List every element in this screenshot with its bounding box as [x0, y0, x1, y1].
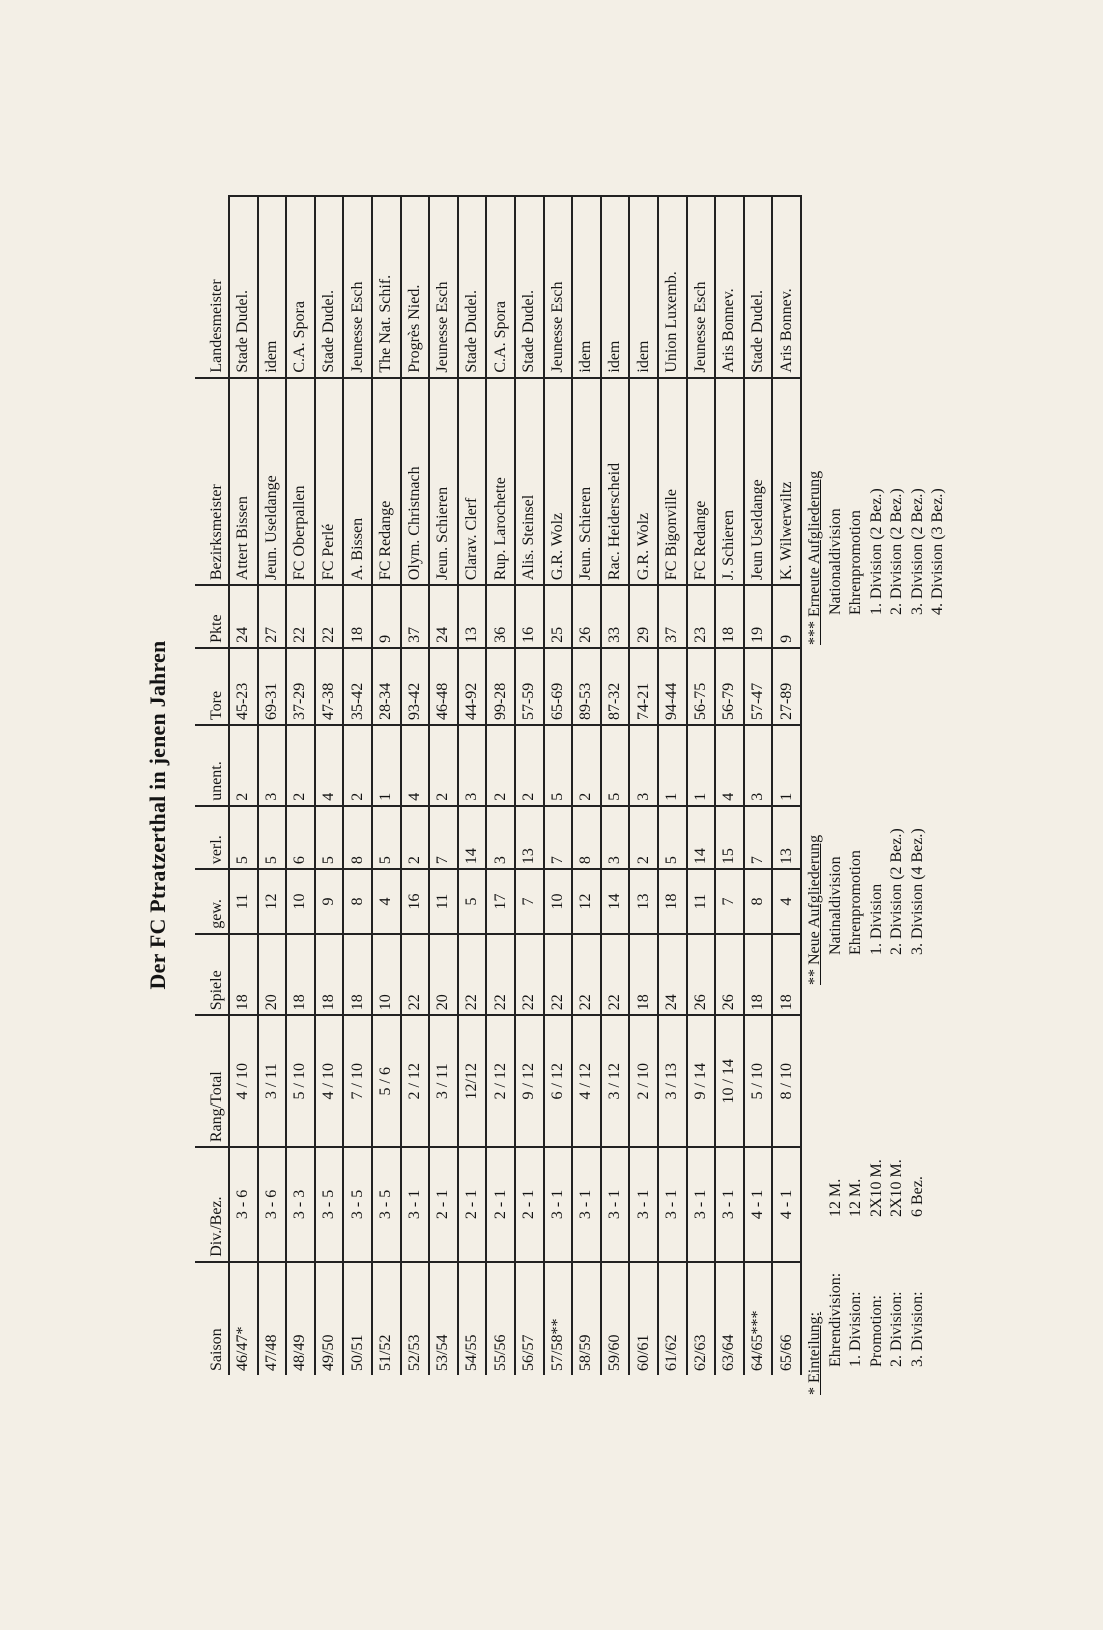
table-cell: 3 - 5: [372, 1147, 401, 1262]
table-cell: 22: [572, 934, 601, 1016]
table-cell: idem: [572, 196, 601, 378]
footnote-value: 2X10 M.: [888, 1159, 905, 1217]
table-cell: 33: [601, 585, 630, 648]
table-cell: 3 - 1: [572, 1147, 601, 1262]
table-cell: 2: [572, 725, 601, 806]
table-cell: 2: [286, 725, 315, 806]
table-cell: 10: [286, 869, 315, 934]
column-header: verl.: [195, 806, 229, 869]
table-row: [687, 196, 716, 1375]
table-cell: 22: [486, 934, 515, 1016]
table-cell: FC Bigonville: [658, 378, 687, 586]
table-row: [572, 196, 601, 1375]
table-cell: 5: [258, 806, 287, 869]
table-cell: 18: [343, 585, 372, 648]
table-cell: 46/47*: [229, 1262, 258, 1375]
footnote-item: 2. Division (2 Bez.): [888, 488, 905, 615]
table-cell: 7: [429, 806, 458, 869]
table-cell: 26: [572, 585, 601, 648]
table-cell: 22: [515, 934, 544, 1016]
table-cell: 55/56: [486, 1262, 515, 1375]
table-cell: 25: [544, 585, 573, 648]
table-cell: 1: [687, 725, 716, 806]
table-cell: Jeunesse Esch: [687, 196, 716, 378]
table-cell: 23: [687, 585, 716, 648]
table-row: [343, 196, 372, 1375]
footnote-item: 4. Division (3 Bez.): [929, 488, 946, 615]
table-cell: 13: [629, 869, 658, 934]
table-cell: 2: [515, 725, 544, 806]
footnote-value: 6 Bez.: [908, 1176, 926, 1217]
table-cell: Stade Dudel.: [315, 196, 344, 378]
table-cell: 18: [658, 869, 687, 934]
table-cell: 15: [715, 806, 744, 869]
table-cell: 56/57: [515, 1262, 544, 1375]
table-cell: 22: [401, 934, 430, 1016]
season-stats-table: [195, 195, 802, 1375]
table-cell: 27-89: [772, 648, 801, 725]
table-cell: 37: [658, 585, 687, 648]
table-cell: idem: [629, 196, 658, 378]
column-header: Rang/Total: [195, 1015, 229, 1147]
footnote-grid: [826, 1097, 929, 1367]
table-cell: 18: [229, 934, 258, 1016]
table-cell: 13: [458, 585, 487, 648]
table-cell: 5: [458, 869, 487, 934]
table-cell: 53/54: [429, 1262, 458, 1375]
table-row: [715, 196, 744, 1375]
table-cell: 8: [744, 869, 773, 934]
table-cell: 2: [401, 806, 430, 869]
table-row: [486, 196, 515, 1375]
footnote-label: 3. Division:: [908, 1291, 926, 1367]
table-cell: 3 - 6: [229, 1147, 258, 1262]
footnote-heading: * Einteilung:: [806, 1311, 823, 1395]
table-cell: 46-48: [429, 648, 458, 725]
table-cell: 3 - 3: [286, 1147, 315, 1262]
table-cell: C.A. Spora: [486, 196, 515, 378]
table-cell: 74-21: [629, 648, 658, 725]
footnote-neue-aufgliederung: [805, 828, 928, 985]
table-cell: G.R. Wolz: [629, 378, 658, 586]
table-cell: 4: [372, 869, 401, 934]
table-cell: 5: [544, 725, 573, 806]
table-cell: 9 / 12: [515, 1015, 544, 1147]
table-cell: 65/66: [772, 1262, 801, 1375]
table-cell: idem: [601, 196, 630, 378]
table-cell: 5: [601, 725, 630, 806]
table-cell: 3 - 6: [258, 1147, 287, 1262]
table-cell: 51/52: [372, 1262, 401, 1375]
table-cell: Stade Dudel.: [744, 196, 773, 378]
table-cell: 5: [315, 806, 344, 869]
table-cell: 26: [687, 934, 716, 1016]
table-header-row: [195, 196, 229, 1375]
table-cell: 3 / 11: [429, 1015, 458, 1147]
table-cell: 3 / 13: [658, 1015, 687, 1147]
table-cell: Rac. Heiderscheid: [601, 378, 630, 586]
table-cell: 4 - 1: [744, 1147, 773, 1262]
table-cell: 5 / 6: [372, 1015, 401, 1147]
table-cell: 4 / 10: [315, 1015, 344, 1147]
table-cell: 24: [429, 585, 458, 648]
table-cell: 89-53: [572, 648, 601, 725]
table-cell: 45-23: [229, 648, 258, 725]
table-cell: 3 - 5: [343, 1147, 372, 1262]
table-cell: 50/51: [343, 1262, 372, 1375]
table-cell: 7: [744, 806, 773, 869]
table-cell: 20: [429, 934, 458, 1016]
table-row: [372, 196, 401, 1375]
table-row: [258, 196, 287, 1375]
footnote-label: 2. Division:: [888, 1291, 905, 1367]
table-cell: 10 / 14: [715, 1015, 744, 1147]
table-cell: 54/55: [458, 1262, 487, 1375]
table-cell: 3 / 12: [601, 1015, 630, 1147]
table-cell: 28-34: [372, 648, 401, 725]
table-cell: Stade Dudel.: [515, 196, 544, 378]
table-cell: 4: [315, 725, 344, 806]
table-cell: 57/58**: [544, 1262, 573, 1375]
table-cell: 8: [572, 806, 601, 869]
table-cell: 9: [772, 585, 801, 648]
table-cell: 3: [629, 725, 658, 806]
table-cell: 29: [629, 585, 658, 648]
table-cell: 59/60: [601, 1262, 630, 1375]
table-row: [601, 196, 630, 1375]
table-cell: 3 - 5: [315, 1147, 344, 1262]
table-cell: Clarav. Clerf: [458, 378, 487, 586]
table-cell: 1: [372, 725, 401, 806]
table-cell: 18: [715, 585, 744, 648]
table-cell: 2 / 10: [629, 1015, 658, 1147]
table-cell: 18: [286, 934, 315, 1016]
footnote-label: Ehrendivision:: [826, 1272, 844, 1367]
table-cell: 5 / 10: [744, 1015, 773, 1147]
table-cell: 14: [458, 806, 487, 869]
table-cell: 5 / 10: [286, 1015, 315, 1147]
page-title: Der FC Ptratzerthal in jenen Jahren: [145, 640, 170, 990]
table-cell: 58/59: [572, 1262, 601, 1375]
table-cell: 65-69: [544, 648, 573, 725]
footnote-item: 3. Division (4 Bez.): [908, 828, 926, 955]
table-cell: 2 - 1: [515, 1147, 544, 1262]
table-cell: 19: [744, 585, 773, 648]
table-cell: 24: [658, 934, 687, 1016]
table-cell: 61/62: [658, 1262, 687, 1375]
table-cell: 2: [343, 725, 372, 806]
table-cell: K. Wilwerwiltz: [772, 378, 801, 586]
table-cell: 6: [286, 806, 315, 869]
footnote-heading: ** Neue Aufgliederung: [806, 834, 823, 985]
footnote-item: Ehrenpromotion: [847, 510, 864, 615]
table-cell: 11: [687, 869, 716, 934]
table-cell: Jeun. Schieren: [572, 378, 601, 586]
table-cell: Union Luxemb.: [658, 196, 687, 378]
table-cell: 22: [544, 934, 573, 1016]
table-cell: 3 - 1: [401, 1147, 430, 1262]
table-cell: 26: [715, 934, 744, 1016]
footnote-label: Promotion:: [867, 1294, 885, 1367]
table-cell: 4: [772, 869, 801, 934]
table-cell: 93-42: [401, 648, 430, 725]
table-cell: 10: [372, 934, 401, 1016]
table-cell: 2 / 12: [486, 1015, 515, 1147]
table-cell: 3: [744, 725, 773, 806]
table-cell: 2: [429, 725, 458, 806]
table-row: [744, 196, 773, 1375]
table-cell: Rup. Larochette: [486, 378, 515, 586]
table-row: [658, 196, 687, 1375]
table-cell: 4 / 10: [229, 1015, 258, 1147]
table-cell: 24: [229, 585, 258, 648]
table-cell: J. Schieren: [715, 378, 744, 586]
footnote-value: 12 M.: [826, 1178, 844, 1217]
table-cell: 9 / 14: [687, 1015, 716, 1147]
column-header: Tore: [195, 648, 229, 725]
table-cell: 22: [458, 934, 487, 1016]
table-body: [229, 196, 801, 1375]
footnote-list: [826, 471, 949, 615]
footnote-item: Nationaldivision: [826, 508, 844, 615]
table-cell: Jeun Useldange: [744, 378, 773, 586]
table-cell: Aris Bonnev.: [715, 196, 744, 378]
table-cell: 44-92: [458, 648, 487, 725]
table-cell: Stade Dudel.: [458, 196, 487, 378]
table-cell: 56-79: [715, 648, 744, 725]
table-cell: Attert Bissen: [229, 378, 258, 586]
table-cell: Aris Bonnev.: [772, 196, 801, 378]
table-cell: 69-31: [258, 648, 287, 725]
table-row: [544, 196, 573, 1375]
table-cell: 18: [315, 934, 344, 1016]
table-cell: 4: [401, 725, 430, 806]
table-cell: 12: [258, 869, 287, 934]
table-cell: 22: [315, 585, 344, 648]
table-cell: 18: [629, 934, 658, 1016]
table-cell: A. Bissen: [343, 378, 372, 586]
table-cell: 7: [515, 869, 544, 934]
footnote-erneute-aufgliederung: [805, 471, 949, 645]
table-cell: 20: [258, 934, 287, 1016]
footnote-item: 3. Division (2 Bez.): [908, 488, 926, 615]
table-cell: 47-38: [315, 648, 344, 725]
table-cell: idem: [258, 196, 287, 378]
table-cell: FC Redange: [372, 378, 401, 586]
table-cell: 56-75: [687, 648, 716, 725]
table-cell: 3: [601, 806, 630, 869]
table-cell: 4 / 12: [572, 1015, 601, 1147]
table-cell: Stade Dudel.: [229, 196, 258, 378]
table-cell: 12/12: [458, 1015, 487, 1147]
table-cell: 94-44: [658, 648, 687, 725]
column-header: Saison: [195, 1262, 229, 1375]
table-cell: 16: [401, 869, 430, 934]
table-cell: 63/64: [715, 1262, 744, 1375]
table-cell: G.R. Wolz: [544, 378, 573, 586]
column-header: unent.: [195, 725, 229, 806]
table-cell: 7 / 10: [343, 1015, 372, 1147]
table-cell: 5: [229, 806, 258, 869]
table-cell: FC Perlé: [315, 378, 344, 586]
footnote-item: Natinaldivision: [826, 856, 844, 955]
table-cell: 11: [229, 869, 258, 934]
table-cell: Jeunesse Esch: [343, 196, 372, 378]
table-cell: 57-47: [744, 648, 773, 725]
table-cell: 14: [601, 869, 630, 934]
table-cell: C.A. Spora: [286, 196, 315, 378]
table-cell: 17: [486, 869, 515, 934]
table-cell: 22: [601, 934, 630, 1016]
table-cell: 12: [572, 869, 601, 934]
table-cell: 49/50: [315, 1262, 344, 1375]
table-cell: 8 / 10: [772, 1015, 801, 1147]
table-cell: 22: [286, 585, 315, 648]
table-cell: 3 / 11: [258, 1015, 287, 1147]
table-cell: Jeun. Useldange: [258, 378, 287, 586]
table-cell: The Nat. Schif.: [372, 196, 401, 378]
table-cell: 37: [401, 585, 430, 648]
table-row: [458, 196, 487, 1375]
table-cell: 2: [629, 806, 658, 869]
table-cell: 14: [687, 806, 716, 869]
table-cell: 5: [372, 806, 401, 869]
table-cell: 27: [258, 585, 287, 648]
table-row: [315, 196, 344, 1375]
table-cell: 35-42: [343, 648, 372, 725]
table-cell: 18: [744, 934, 773, 1016]
footnote-einteilung: [805, 1097, 928, 1395]
table-cell: Jeunesse Esch: [544, 196, 573, 378]
table-cell: 9: [315, 869, 344, 934]
table-cell: 9: [372, 585, 401, 648]
column-header: Pkte: [195, 585, 229, 648]
table-cell: 6 / 12: [544, 1015, 573, 1147]
table-cell: 4: [715, 725, 744, 806]
table-cell: 3 - 1: [687, 1147, 716, 1262]
footnote-list: [826, 828, 929, 955]
table-cell: 48/49: [286, 1262, 315, 1375]
column-header: Bezirksmeister: [195, 378, 229, 586]
table-cell: 1: [658, 725, 687, 806]
table-cell: 60/61: [629, 1262, 658, 1375]
table-cell: 4 - 1: [772, 1147, 801, 1262]
table-row: [229, 196, 258, 1375]
footnote-item: 2. Division (2 Bez.): [888, 828, 905, 955]
table-cell: 87-32: [601, 648, 630, 725]
table-cell: 37-29: [286, 648, 315, 725]
footnote-item: 1. Division (2 Bez.): [867, 488, 885, 615]
table-cell: 5: [658, 806, 687, 869]
table-cell: 52/53: [401, 1262, 430, 1375]
table-cell: 7: [544, 806, 573, 869]
table-cell: 64/65***: [744, 1262, 773, 1375]
table-row: [515, 196, 544, 1375]
table-cell: 47/48: [258, 1262, 287, 1375]
column-header: Landesmeister: [195, 196, 229, 378]
table-cell: 3: [486, 806, 515, 869]
table-cell: 3: [458, 725, 487, 806]
table-cell: 3 - 1: [629, 1147, 658, 1262]
table-cell: 8: [343, 806, 372, 869]
table-cell: 16: [515, 585, 544, 648]
table-cell: 3 - 1: [601, 1147, 630, 1262]
footnote-value: 12 M.: [847, 1178, 864, 1217]
table-cell: 2 - 1: [486, 1147, 515, 1262]
table-row: [429, 196, 458, 1375]
footnote-item: Ehrenpromotion: [847, 850, 864, 955]
footnote-label: 1. Division:: [847, 1291, 864, 1367]
table-cell: 11: [429, 869, 458, 934]
table-cell: FC Redange: [687, 378, 716, 586]
table-cell: 18: [772, 934, 801, 1016]
table-cell: 62/63: [687, 1262, 716, 1375]
footnote-item: 1. Division: [867, 883, 885, 955]
table-row: [286, 196, 315, 1375]
table-cell: 8: [343, 869, 372, 934]
table-cell: 10: [544, 869, 573, 934]
table-cell: 2: [486, 725, 515, 806]
table-cell: Olym. Christnach: [401, 378, 430, 586]
table-cell: 36: [486, 585, 515, 648]
table-row: [629, 196, 658, 1375]
table-cell: 13: [772, 806, 801, 869]
column-header: Spiele: [195, 934, 229, 1016]
table-cell: 99-28: [486, 648, 515, 725]
table-cell: Progrès Nied.: [401, 196, 430, 378]
table-row: [401, 196, 430, 1375]
table-cell: 3 - 1: [658, 1147, 687, 1262]
footnote-value: 2X10 M.: [867, 1159, 885, 1217]
table-cell: 2: [229, 725, 258, 806]
table-cell: 3: [258, 725, 287, 806]
table-cell: Jeunesse Esch: [429, 196, 458, 378]
footnote-heading: *** Erneute Aufgliederung: [806, 470, 823, 645]
table-cell: 2 - 1: [429, 1147, 458, 1262]
table-cell: 3 - 1: [544, 1147, 573, 1262]
table-cell: 1: [772, 725, 801, 806]
table-cell: 2 / 12: [401, 1015, 430, 1147]
table-cell: FC Oberpallen: [286, 378, 315, 586]
table-cell: 7: [715, 869, 744, 934]
table-cell: 3 - 1: [715, 1147, 744, 1262]
table-cell: 57-59: [515, 648, 544, 725]
table-cell: 2 - 1: [458, 1147, 487, 1262]
table-cell: Jeun. Schieren: [429, 378, 458, 586]
column-header: gew.: [195, 869, 229, 934]
table-cell: Alis. Steinsel: [515, 378, 544, 586]
table-cell: 13: [515, 806, 544, 869]
table-cell: 18: [343, 934, 372, 1016]
column-header: Div./Bez.: [195, 1147, 229, 1262]
table-row: [772, 196, 801, 1375]
